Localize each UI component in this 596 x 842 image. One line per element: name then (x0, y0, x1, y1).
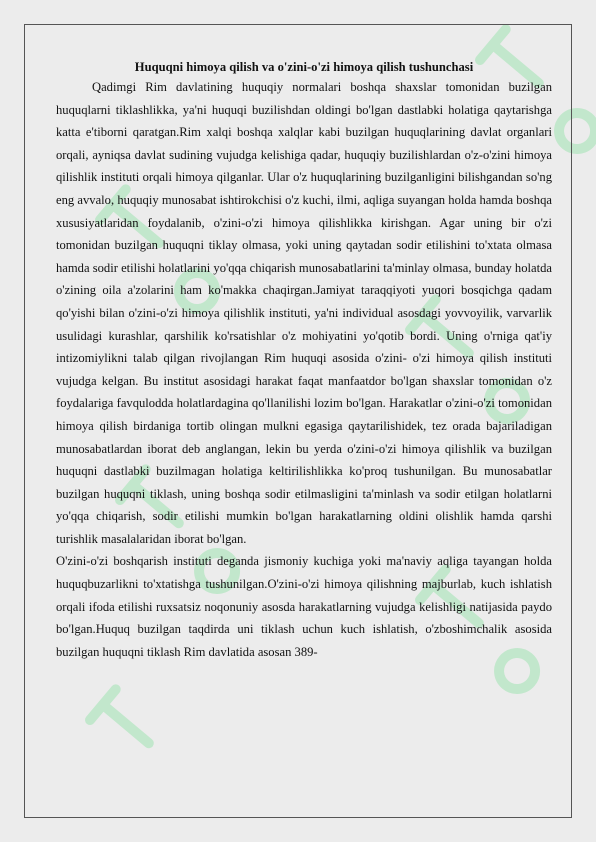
document-body (56, 58, 552, 663)
paragraph-2: O'zini-o'zi boshqarish instituti deganda jismoniy kuchiga yoki ma'naviy aqliga tayangan holda huquqbuzarlikni to'xtatishga tushunilgan.O'zini-o'zi himoya qilishning majburlab, kuch ishlatish orqali ifoda etilishi ruxsatsiz noqonuniy asosda harakatlarning vujudga kelishligi natijasida paydo bo'lgan.Huquq buzilgan taqdirda uni tiklash uchun kuch ishlatish, o'zboshimchalik asosida buzilgan huquqni tiklash Rim davlatida asosan 389- (56, 554, 552, 659)
paragraph-1: Qadimgi Rim davlatining huquqiy normalari boshqa shaxslar tomonidan buzilgan huquqlarni tiklashlikka, ya'ni huquqi buzilishdan oldingi bo'lgan dastlabki holatiga qaytarishga katta e'tiborni qaratgan.Rim xalqi boshqa xalqlar kabi buzilgan huquqlarining davlat organlari orqali, ayniqsa davlat sudining vujudga kelishiga qadar, huquqiy buzilishlardan o'z-o'zini himoya qilishlik instituti orqali himoya qilganlar. Ular o'z huquqlarining buzilganligini bilishgandan so'ng eng avvalo, huquqiy munosabat ishtirokchisi o'z kuchi, ilmi, aqliga suyangan holda hamda boshqa xususiyatlaridan foydalanib, o'zini-o'zi himoya qilishlikka kirishgan. Agar uning bir o'zi tomonidan buzilgan huquqni tiklay olmasa, yoki uning qaytadan sodir etilishini to'xtata olmasa hamda sodir etilishi holatlarini yo'qqa chiqarish munosabatlarini ta'minlay olmasa, bunday holatda o'zining oila a'zolarini ham ko'makka chaqirgan.Jamiyat taraqqiyoti yuqori bosqichga qadam qo'yishi bilan o'zini-o'zi himoya qilishlik instituti, ya'ni individual asosdagi yovvoyilik, varvarlik usulidagi kurashlar, qarshilik ko'rsatishlar o'z mohiyatini yo'qotib bordi. Uning o'rniga qat'iy intizomiylikni talab qilgan rivojlangan Rim huquqi asosida o'zini- o'zi himoya qilish instituti vujudga kelgan. Bu institut asosidagi harakat faqat manfaatdor bo'lgan shaxslar tomonidan o'z foydalariga favqulodda holatlardagina qo'llanilishi lozim bo'lgan. Harakatlar o'zini-o'zi tomonidan himoya qilish birdaniga tortib olingan mulkni egasiga qaytarilishidek, tez orada bajariladigan munosabatlardan iborat deb anglangan, lekin bu yerda o'zini-o'zi himoya qilishlik va buzilgan huquqni dastlabki buzilmagan holatiga keltirilishlikka ko'proq tushunilgan. Bu munosabatlar buzilgan huquqni tiklash, uning boshqa sodir etilmasligini ta'minlash va sodir etilgan holatlarni yo'qqa chiqarish, sodir etilishi mumkin bo'lgan harakatlarning oldini olishlik hamda qarshi turishlik masalalaridan iborat bo'lgan. (56, 80, 552, 546)
document-title: Huquqni himoya qilish va o'zini-o'zi himoya qilish tushunchasi (134, 60, 474, 74)
